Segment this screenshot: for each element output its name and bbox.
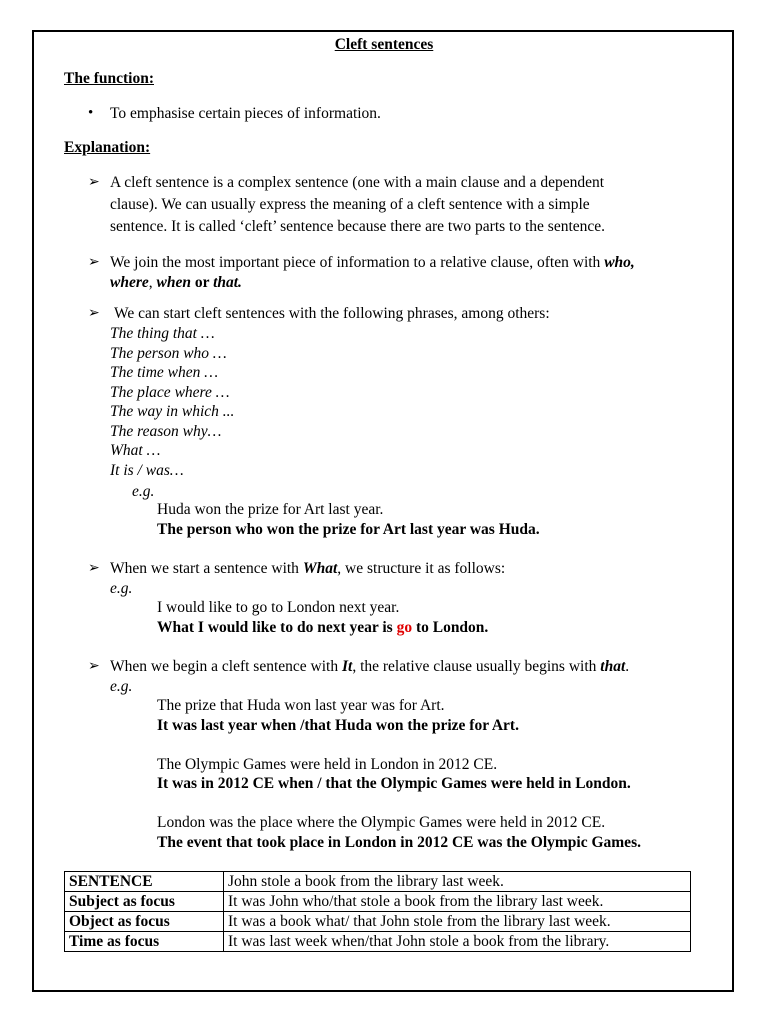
p2-line2 xyxy=(110,273,242,292)
p4-line xyxy=(110,559,505,578)
table-cell-label: Time as focus xyxy=(65,932,224,952)
p2-line1 xyxy=(110,253,635,272)
function-heading: The function: xyxy=(64,70,154,87)
p5-line xyxy=(110,657,629,676)
p2-who: who, xyxy=(604,254,635,271)
page-title: Cleft sentences xyxy=(334,36,434,53)
arrow-bullet-icon: ➢ xyxy=(88,255,100,270)
p3-phrase: The place where … xyxy=(110,384,230,401)
table-cell-label: Subject as focus xyxy=(65,892,224,912)
p5-ex1-bold: It was last year when /that Huda won the prize for Art. xyxy=(157,717,519,734)
table-row xyxy=(65,912,691,932)
p3-phrase: The person who … xyxy=(110,345,227,362)
p3-example: Huda won the prize for Art last year. xyxy=(157,501,384,518)
p3-intro: We can start cleft sentences with the following phrases, among others: xyxy=(114,305,550,322)
table-cell-value: John stole a book from the library last week. xyxy=(224,872,691,892)
p3-eg: e.g. xyxy=(132,483,155,500)
arrow-bullet-icon: ➢ xyxy=(88,659,100,674)
p2-comma: , xyxy=(148,274,157,291)
table-cell-value: It was John who/that stole a book from the library last week. xyxy=(224,892,691,912)
p4-bold-pre: What I would like to do next year is xyxy=(157,619,397,636)
cleft-table xyxy=(64,871,691,952)
p4-pre: When we start a sentence with xyxy=(110,560,303,577)
p3-phrase: The time when … xyxy=(110,364,219,381)
p5-post: . xyxy=(625,658,630,675)
p4-example-bold xyxy=(157,618,488,637)
table-row xyxy=(65,872,691,892)
p5-ex2: The Olympic Games were held in London in 2012 CE. xyxy=(157,756,498,773)
p4-what: What xyxy=(302,560,338,577)
p4-bold-red: go xyxy=(396,619,413,636)
p4-post: , we structure it as follows: xyxy=(337,560,506,577)
p5-eg: e.g. xyxy=(110,678,133,695)
p5-pre: When we begin a cleft sentence with xyxy=(110,658,342,675)
p2-when: when xyxy=(156,274,191,291)
function-bullet-text: To emphasise certain pieces of information. xyxy=(110,105,381,122)
p3-example-bold: The person who won the prize for Art last year was Huda. xyxy=(157,521,540,538)
p5-ex1: The prize that Huda won last year was for Art. xyxy=(157,697,445,714)
p5-it: It xyxy=(341,658,353,675)
table-cell-value: It was a book what/ that John stole from the library last week. xyxy=(224,912,691,932)
table-row xyxy=(65,892,691,912)
p2-text: We join the most important piece of information to a relative clause, often with xyxy=(110,254,605,271)
p4-bold-post: to London. xyxy=(412,619,489,636)
p5-ex3: London was the place where the Olympic Games were held in 2012 CE. xyxy=(157,814,606,831)
p5-that: that xyxy=(600,658,626,675)
p4-example: I would like to go to London next year. xyxy=(157,599,400,616)
p2-or: or xyxy=(190,274,214,291)
p1-line3: sentence. It is called ‘cleft’ sentence because there are two parts to the sentence. xyxy=(110,218,606,235)
table-cell-label: SENTENCE xyxy=(65,872,224,892)
p4-eg: e.g. xyxy=(110,580,133,597)
p5-mid: , the relative clause usually begins with xyxy=(352,658,601,675)
arrow-bullet-icon: ➢ xyxy=(88,306,100,321)
p2-that: that. xyxy=(213,274,242,291)
p1-line1: A cleft sentence is a complex sentence (one with a main clause and a dependent xyxy=(110,174,605,191)
round-bullet-icon: • xyxy=(88,105,94,121)
p3-phrase: The way in which ... xyxy=(110,403,235,420)
p5-ex2-bold: It was in 2012 CE when / that the Olympic Games were held in London. xyxy=(157,775,631,792)
p2-where: where xyxy=(110,274,149,291)
explanation-heading: Explanation: xyxy=(64,139,151,156)
table-cell-label: Object as focus xyxy=(65,912,224,932)
p3-phrase: What … xyxy=(110,442,161,459)
p3-phrase: It is / was… xyxy=(110,462,184,479)
p1-line2: clause). We can usually express the meaning of a cleft sentence with a simple xyxy=(110,196,590,213)
table-row xyxy=(65,932,691,952)
p3-phrase: The reason why… xyxy=(110,423,222,440)
table-cell-value: It was last week when/that John stole a book from the library. xyxy=(224,932,691,952)
arrow-bullet-icon: ➢ xyxy=(88,175,100,190)
arrow-bullet-icon: ➢ xyxy=(88,561,100,576)
p3-phrase: The thing that … xyxy=(110,325,215,342)
p5-ex3-bold: The event that took place in London in 2012 CE was the Olympic Games. xyxy=(157,834,641,851)
